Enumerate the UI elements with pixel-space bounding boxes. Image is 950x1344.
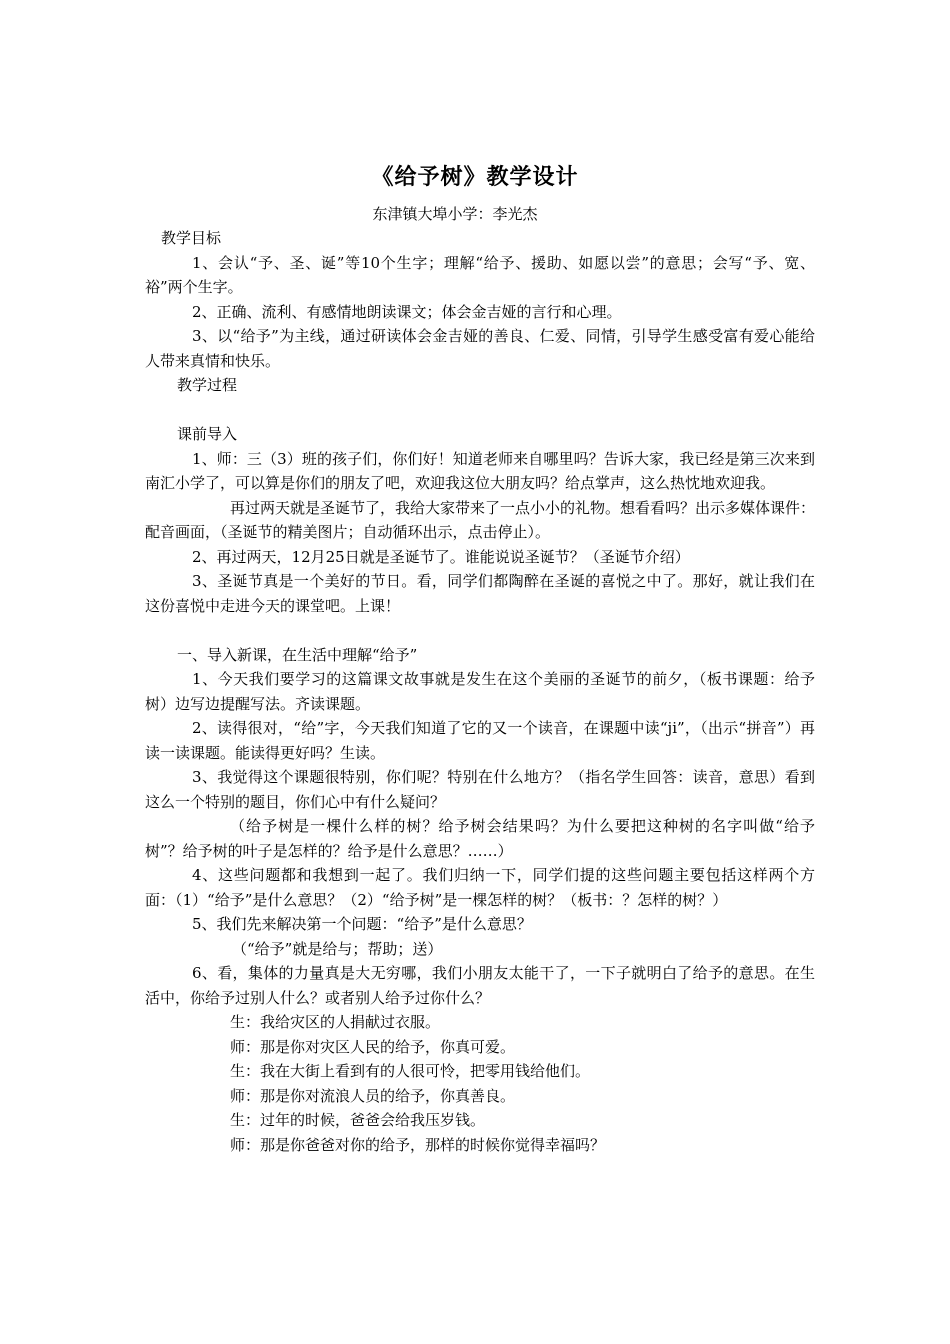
spacer xyxy=(145,618,815,643)
paragraph: （给予树是一棵什么样的树？给予树会结果吗？为什么要把这种树的名字叫做“给予树”？给予树的叶子是怎样的？给予是什么意思？……） xyxy=(145,817,815,860)
process-heading: 教学过程 xyxy=(177,376,238,394)
dialogue-line: 师：那是你对流浪人员的给予，你真善良。 xyxy=(230,1086,516,1105)
paragraph: 4、这些问题都和我想到一起了。我们归纳一下，同学们提的这些问题主要包括这样两个方面：（1）“给予”是什么意思？（2）“给予树”是一棵怎样的树？（板书：？怎样的树？） xyxy=(145,866,815,909)
paragraph: 3、我觉得这个课题很特别，你们呢？特别在什么地方？（指名学生回答：读音，意思）看到这么一个特别的题目，你们心中有什么疑问？ xyxy=(145,768,815,811)
preclass-heading: 课前导入 xyxy=(177,425,238,443)
document-author: 东津镇大埠小学：李光杰 xyxy=(372,205,538,223)
paragraph: 3、圣诞节真是一个美好的节日。看，同学们都陶醉在圣诞的喜悦之中了。那好，就让我们在这份喜悦中走进今天的课堂吧。上课！ xyxy=(145,572,815,615)
objectives-heading: 教学目标 xyxy=(161,229,222,247)
paragraph: 6、看，集体的力量真是大无穷哪，我们小朋友太能干了，一下子就明白了给予的意思。在生活中，你给予过别人什么？或者别人给予过你什么？ xyxy=(145,964,815,1007)
paragraph: 5、我们先来解决第一个问题：“给予”是什么意思？ xyxy=(192,915,532,933)
paragraph: 再过两天就是圣诞节了，我给大家带来了一点小小的礼物。想看看吗？出示多媒体课件：配音画面，（圣诞节的精美图片；自动循环出示，点击停止）。 xyxy=(145,498,816,541)
paragraph: （“给予”就是给与；帮助；送） xyxy=(232,939,443,958)
dialogue-line: 师：那是你爸爸对你的给予，那样的时候你觉得幸福吗？ xyxy=(230,1135,606,1154)
section-heading: 一、导入新课，在生活中理解“给予” xyxy=(177,645,418,664)
objective-item: 1、会认“予、圣、诞”等10个生字；理解“给予、援助、如愿以尝”的意思；会写“予、宽、裕”两个生字。 xyxy=(145,253,815,296)
spacer xyxy=(145,398,815,423)
document-body xyxy=(145,226,815,1157)
objective-item: 3、以“给予”为主线，通过研读体会金吉娅的善良、仁爱、同情，引导学生感受富有爱心能给人带来真情和快乐。 xyxy=(145,327,815,370)
dialogue-line: 师：那是你对灾区人民的给予，你真可爱。 xyxy=(230,1037,516,1056)
dialogue-line: 生：我给灾区的人捐献过衣服。 xyxy=(230,1013,441,1031)
paragraph: 2、读得很对，“给”字，今天我们知道了它的又一个读音，在课题中读“ji”，（出示“拼音”）再读一读课题。能读得更好吗？生读。 xyxy=(145,719,815,762)
paragraph: 1、师：三（3）班的孩子们，你们好！知道老师来自哪里吗？告诉大家，我已经是第三次来到南汇小学了，可以算是你们的朋友了吧，欢迎我这位大朋友吗？给点掌声，这么热忱地欢迎我。 xyxy=(145,449,815,492)
document-title: 《给予树》教学设计 xyxy=(371,165,579,190)
paragraph: 1、今天我们要学习的这篇课文故事就是发生在这个美丽的圣诞节的前夕，（板书课题：给予树）边写边提醒写法。齐读课题。 xyxy=(145,670,815,713)
paragraph: 2、再过两天，12月25日就是圣诞节了。谁能说说圣诞节？（圣诞节介绍） xyxy=(192,547,690,566)
dialogue-line: 生：我在大街上看到有的人很可怜，把零用钱给他们。 xyxy=(230,1062,591,1080)
dialogue-line: 生：过年的时候，爸爸会给我压岁钱。 xyxy=(230,1111,486,1129)
objective-item: 2、正确、流利、有感情地朗读课文；体会金吉娅的言行和心理。 xyxy=(192,302,622,321)
